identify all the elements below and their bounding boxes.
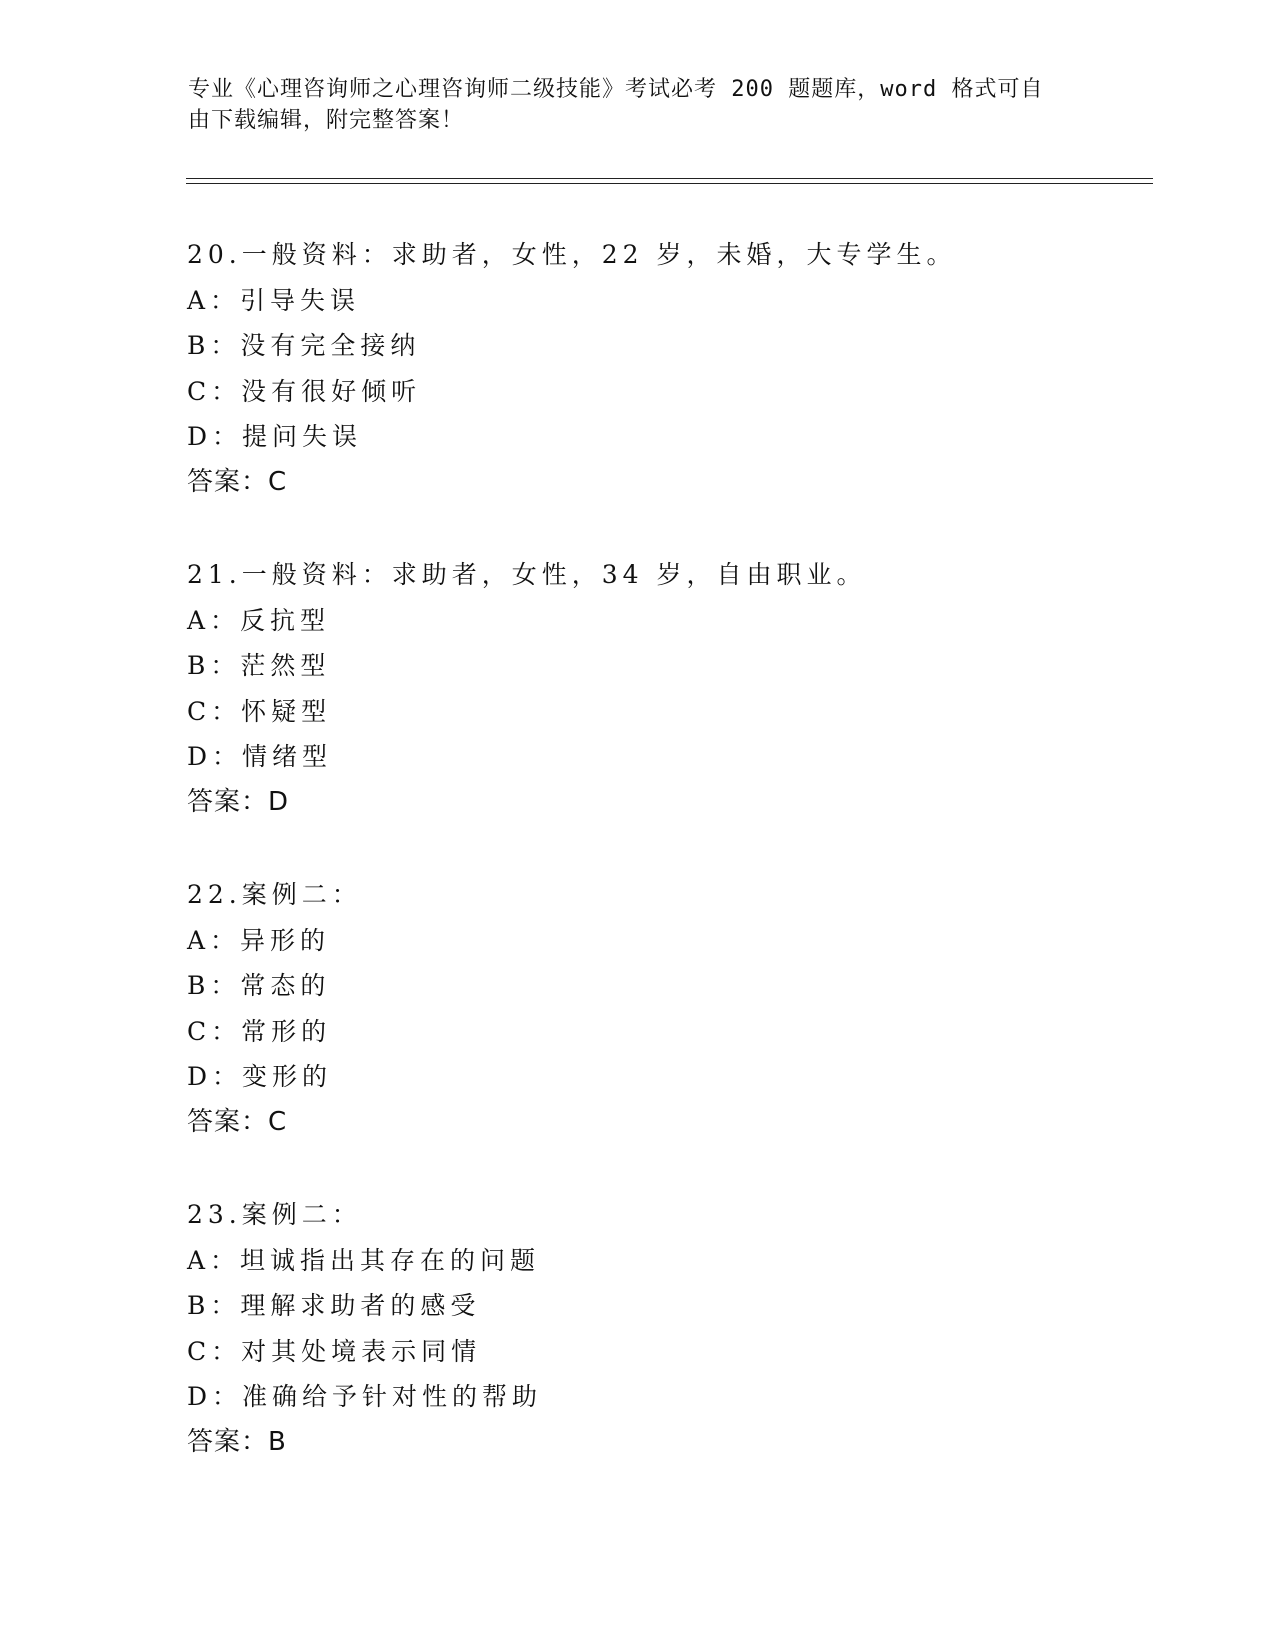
question-23 [187, 1192, 1147, 1465]
answer-label: 答案：B [187, 1426, 287, 1457]
option-c: C：对其处境表示同情 [187, 1336, 482, 1366]
header-divider-top [186, 178, 1153, 179]
answer-label: 答案：C [187, 466, 288, 497]
question-stem: 21.一般资料：求助者，女性，34 岁，自由职业。 [187, 560, 867, 589]
option-a: A：异形的 [187, 925, 331, 955]
option-c: C：怀疑型 [187, 696, 332, 726]
header-line-2: 由下载编辑，附完整答案！ [188, 108, 465, 133]
question-stem: 23.案例二： [187, 1200, 362, 1229]
option-a: A：反抗型 [187, 605, 331, 635]
option-b: B：没有完全接纳 [187, 331, 421, 360]
answer-label: 答案：D [187, 786, 290, 817]
option-a: A：引导失误 [187, 285, 361, 315]
question-21 [187, 552, 1147, 825]
option-d: D：变形的 [187, 1062, 333, 1091]
option-d: D：准确给予针对性的帮助 [187, 1382, 543, 1411]
option-d: D：提问失误 [187, 422, 363, 451]
question-22 [187, 872, 1147, 1145]
option-a: A：坦诚指出其存在的问题 [187, 1245, 541, 1275]
option-b: B：理解求助者的感受 [187, 1291, 481, 1320]
option-b: B：常态的 [187, 971, 331, 1000]
option-c: C：没有很好倾听 [187, 376, 422, 406]
header-line-1: 专业《心理咨询师之心理咨询师二级技能》考试必考 200 题题库，word 格式可自 [188, 77, 1044, 102]
option-c: C：常形的 [187, 1016, 332, 1046]
question-stem: 22.案例二： [187, 880, 362, 909]
document-header [188, 74, 1068, 136]
answer-label: 答案：C [187, 1106, 288, 1137]
question-stem: 20.一般资料：求助者，女性，22 岁，未婚，大专学生。 [187, 240, 957, 269]
question-20 [187, 232, 1147, 505]
header-divider-bottom [186, 183, 1153, 184]
option-b: B：茫然型 [187, 651, 331, 680]
option-d: D：情绪型 [187, 742, 333, 771]
